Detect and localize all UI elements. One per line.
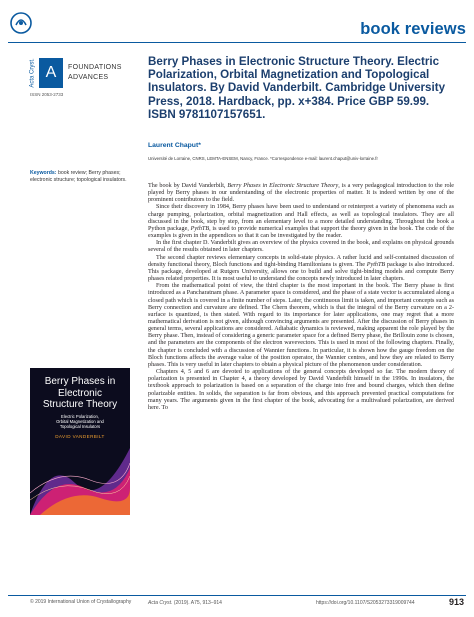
author-affiliation: Université de Lorraine, CNRS, LEMTA-ENSEM, Nancy, France. *Correspondence e-mail: laurent.chaput@univ-lorraine.fr (148, 156, 378, 161)
paragraph-1: The book by David Vanderbilt, Berry Phases in Electronic Structure Theory, is a very pedagogical introduction to the role played by Berry phases in our understanding of the electronic properties of matter. It is indeed written by one of the prominent contributors to the field. (148, 183, 454, 204)
article-body (148, 183, 454, 412)
journal-letter-box (39, 58, 63, 88)
article-title-block (148, 55, 454, 121)
cover-title: Berry Phases in Electronic Structure Theory (42, 376, 118, 410)
keywords (30, 170, 138, 183)
paragraph-5: From the mathematical point of view, the third chapter is the most important in the book. The Berry phase is first introduced as a Pancharatnam phase. A parameter space is considered, and the phase of a state vector is accumulated along a closed path which is covered in a finite number of steps. Later, the continuous limit is taken, and important concepts such as Berry connection and curvature are defined. The Chern theorem, which is that the integral of the Berry curvature on a 2-surface is quantized, is then stated. With regard to its importance for later applications, one may regret that a more mathematical derivation is not given, although convincing arguments are presented. After the discussion of Berry phases in general terms, several applications are considered. Adiabatic dynamics is reviewed, making apparent the role played by the Berry phase. Then, instead of considering a generic parameter space for a defined Berry phase, the Brillouin zone is chosen, and the parameters are the components of the electron wavevectors. This is used in most of the following chapters. Finally, the chapter is concluded with a discussion of Wannier functions. In particular, it is shown how the gauge freedom on the Bloch functions affects the average value of the position operator, the Wannier centres, and how they are related to Berry phases. This is very useful in later chapters to obtain a physical picture of the phenomenon under consideration. (148, 283, 454, 368)
page-header (0, 0, 474, 48)
footer-citation: Acta Cryst. (2019). A75, 913–914 (148, 600, 222, 606)
keywords-text: book review; Berry phases; electronic structure; topological insulators. (30, 170, 127, 183)
page-number: 913 (448, 597, 464, 607)
journal-vertical-label: Acta Cryst. (29, 58, 36, 88)
keywords-label: Keywords: (30, 170, 57, 176)
paragraph-4: The second chapter reviews elementary concepts in solid-state physics. A rather lucid and self-contained discussion of density functional theory, Bloch functions and tight-binding Hamiltonians is given. The PythTB package is also introduced. This package, developed at Rutgers University, allows one to build and solve tight-binding models and compute Berry phases related properties. It is most useful to understand the concepts newly introduced in later chapters. (148, 254, 454, 283)
copyright: © 2019 International Union of Crystallography (30, 599, 132, 605)
paragraph-6: Chapters 4, 5 and 6 are devoted to applications of the general concepts developed so far. The modern theory of polarization is presented in Chapter 4, a theory developed by David Vanderbilt himself in the 1990s. In insulators, the textbook approach to polarization is based on a separation of the charge into free and bound charges, which then define polarizable entities. In solids, the separation is far from obvious, and this approach prevented practical computations for many years. The arguments given in the first chapter of the book, advocating for a multivalued polarization, are derived here. To (148, 369, 454, 411)
journal-name-line1: FOUNDATIONS (68, 64, 122, 71)
doi-link[interactable]: https://doi.org/10.1107/S2053273319009744 (316, 600, 415, 606)
book-details: By David Vanderbilt. Cambridge University Press, 2018. Hardback, pp. x+384. Price GBP 59.99. ISBN 9781107157651. (148, 81, 446, 121)
book-title: Berry Phases in Electronic Structure Theory. Electric Polarization, Orbital Magnetization and Topological Insulators. (148, 55, 440, 95)
paragraph-3: In the first chapter D. Vanderbilt gives an overview of the physics covered in the book, and explains on physical grounds several of the results obtained in later chapters. (148, 240, 454, 254)
review-author: Laurent Chaput* (148, 142, 201, 149)
cover-author: DAVID VANDERBILT (55, 434, 105, 439)
journal-letter: A (45, 64, 57, 81)
section-title: book reviews (360, 20, 466, 38)
issn: ISSN 2053-2733 (30, 92, 64, 97)
book-cover (30, 368, 130, 515)
journal-name-line2: ADVANCES (68, 74, 109, 81)
header-rule (8, 42, 466, 43)
cover-subtitle: Electric Polarization, Orbital Magnetization and Topological Insulators (56, 414, 104, 430)
footer-rule (8, 595, 466, 596)
iucr-logo-icon (8, 10, 34, 36)
paragraph-2: Since their discovery in 1984, Berry phases have been used to understand or reinterpret a variety of phenomena such as charge pumping, polarization, orbital magnetization and Hall effects, as well as topological insulators. They are all discussed in the book, step by step, from an elementary level to a more detailed understanding. Throughout the book a Python package, PythTB, is used to provide numerical examples that support the theory given in the book. The code of the examples is given in the appendices so that it can be investigated by the reader. (148, 204, 454, 240)
